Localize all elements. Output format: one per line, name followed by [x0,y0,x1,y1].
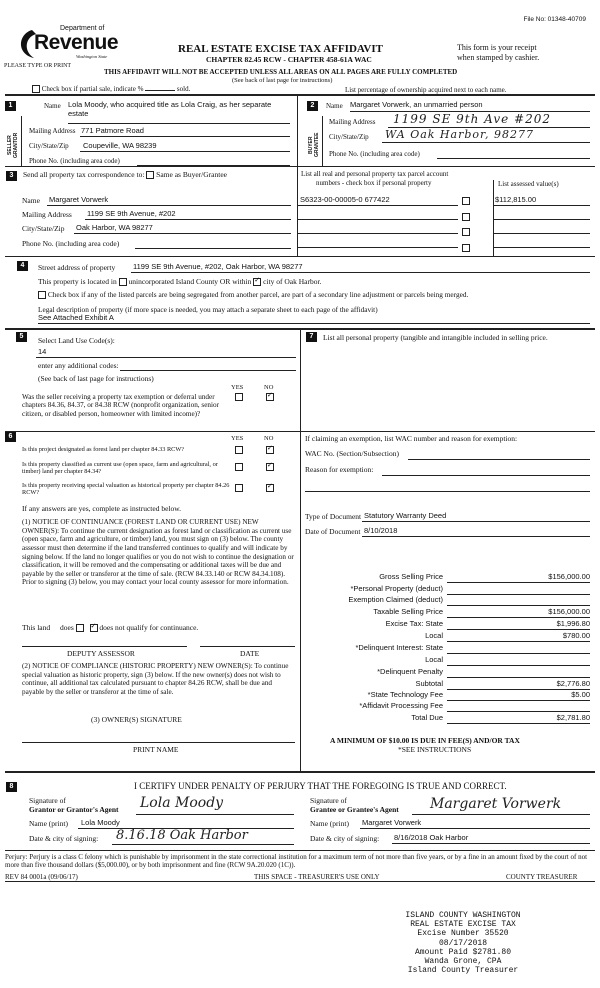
grantee-date-city: 8/16/2018 Oak Harbor [394,833,469,842]
current-use-question: Is this property classified as current use (open space, farm and agricultural, or timber) land per chapter 84.34? [22,461,218,476]
warning-text: THIS AFFIDAVIT WILL NOT BE ACCEPTED UNLESS ALL AREAS ON ALL PAGES ARE FULLY COMPLETED [104,68,458,76]
exemption-no-checkbox[interactable] [266,393,274,401]
receipt-note-1: This form is your receipt [457,43,537,52]
legal-description: See Attached Exhibit A [38,313,114,322]
taxable-value: $156,000.00 [548,607,590,616]
logo-state: Washington State [76,54,108,59]
gross-value: $156,000.00 [548,572,590,581]
located-row: This property is located in unincorporated Island County OR within ✓ city of Oak Harbor. [38,278,321,287]
tech-fee-label: *State Technology Fee [367,690,443,699]
tech-fee-value: $5.00 [571,690,590,699]
buyer-city-label: City/State/Zip [329,133,369,141]
corr-mailing-label: Mailing Address [22,210,72,219]
file-number: File No: 01348-40709 [523,16,586,23]
historic-no-checkbox[interactable] [266,484,274,492]
land-use-see-back: (See back of last page for instructions) [38,374,154,383]
stamp-line-2: REAL ESTATE EXCISE TAX [410,920,516,930]
personal-property-label: List all personal property (tangible and intangible included in selling price. [323,333,548,342]
buyer-phone-label: Phone No. (including area code) [329,150,420,158]
date-label: DATE [240,649,260,658]
grantor-print-name: Lola Moody [81,818,120,827]
grantee-signature: Margaret Vorwerk [430,796,562,812]
section-3-number: 3 [6,171,17,181]
treasurer-stamp [368,911,558,975]
please-type: PLEASE TYPE OR PRINT [4,63,72,69]
corr-city: Oak Harbor, WA 98277 [76,223,153,232]
doc-type-label: Type of Document [305,512,362,521]
forest-land-question: Is this project designated as forest land per chapter 84.33 RCW? [22,446,185,453]
deputy-assessor-label: DEPUTY ASSESSOR [67,649,135,658]
affidavit-fee-label: *Affidavit Processing Fee [359,701,443,710]
total-due-value: $2,781.80 [556,713,590,722]
grantee-name-label: Name (print) [310,819,349,828]
partial-sale-row: Check box if partial sale, indicate % sold. [32,85,190,93]
county-treasurer-label: COUNTY TREASURER [506,873,578,881]
unincorporated-checkbox[interactable] [119,278,127,286]
segregated-checkbox[interactable] [38,291,46,299]
send-correspondence-row: Send all property tax correspondence to: Same as Buyer/Grantee [23,170,227,179]
street-label: Street address of property [38,263,116,272]
see-back-note: (See back of last page for instructions) [232,77,333,84]
grantor-name-label: Name (print) [29,819,68,828]
parcel-2-checkbox[interactable] [462,213,470,221]
form-subtitle: CHAPTER 82.45 RCW - CHAPTER 458-61A WAC [206,55,372,64]
print-name-label: PRINT NAME [133,745,179,754]
grantor-agent-label: Grantor or Grantor's Agent [29,805,119,814]
section-8-number: 8 [6,782,17,792]
doc-type: Statutory Warranty Deed [364,511,447,520]
stamp-line-1: ISLAND COUNTY WASHINGTON [405,911,521,920]
delinq-state-label: *Delinquent Interest: State [355,643,443,652]
excise-local-label: Local [425,631,443,640]
seller-city-label: City/State/Zip [29,142,69,150]
seller-name-label: Name [44,102,61,110]
corr-name: Margaret Vorwerk [49,195,109,204]
within-city-checkbox[interactable] [253,278,261,286]
corr-phone-label: Phone No. (including area code) [22,239,120,248]
grantor-date-label: Date & city of signing: [29,834,99,843]
certify-statement: I CERTIFY UNDER PENALTY OF PERJURY THAT THE FOREGOING IS TRUE AND CORRECT. [134,781,507,791]
grantee-date-label: Date & city of signing: [310,834,380,843]
delinq-local-label: Local [425,655,443,664]
stamp-line-7: Island County Treasurer [407,966,519,976]
current-use-yes-checkbox[interactable] [235,463,243,471]
grantor-date-city: 8.16.18 Oak Harbor [116,828,248,843]
historic-question: Is this property receiving special valuation as historical property per chapter 84.26 RCW? [22,482,230,497]
logo-dept: Department of [60,25,105,32]
seller-city: Coupeville, WA 98239 [83,141,157,150]
buyer-side-label: BUYER GRANTEE [308,132,320,158]
current-use-no-checkbox[interactable] [266,463,274,471]
stamp-line-4: 08/17/2018 [438,938,487,948]
excise-local-value: $780.00 [562,631,590,640]
corr-mailing: 1199 SE 9th Avenue, #202 [87,209,176,218]
sec6-yes-header: YES [231,435,244,442]
minimum-due-note: A MINIMUM OF $10.00 IS DUE IN FEE(S) AND/OR TAX [330,736,520,745]
logo-name: Revenue [34,31,119,54]
land-use-label: Select Land Use Code(s): [38,336,115,345]
owner-signature-label: (3) OWNER(S) SIGNATURE [91,715,182,724]
grantor-sig-of: Signature of [29,796,66,805]
grantee-sig-of: Signature of [310,796,347,805]
assessed-header: List assessed value(s) [498,180,559,188]
seller-phone-label: Phone No. (including area code) [29,157,120,165]
notice-of-continuance: (1) NOTICE OF CONTINUANCE (FOREST LAND OR CURRENT USE) NEW OWNER(S): To continue the current designation as forest land or classification as current use (open space, farm and agriculture, or timber) land, you must sign on (3) below. The county assessor must then determine if the land transferred continues to qualify and will indicate by signing below. If the land no longer qualifies or you do not wish to continue the designation or classification, it will be removed and the compensating or additional taxes will be due and payable by the seller or transferor at the time of sale. (RCW 84.33.140 or RCW 84.34.108). Prior to signing (3) below, you may contact your local county assessor for more information. [22,518,294,587]
parcel-number: S6323-00-00005-0 677422 [300,195,390,204]
subtotal-label: Subtotal [415,679,443,688]
sec5-yes-header: YES [231,384,244,391]
excise-state-value: $1,996.80 [556,619,590,628]
does-qualify-checkbox[interactable] [76,624,84,632]
grantee-print-name: Margaret Vorwerk [362,818,422,827]
segregated-row: Check box if any of the listed parcels are being segregated from another parcel, are part of a secondary line adjustment or parcels being merged. [38,291,468,299]
buyer-name-label: Name [326,102,343,110]
delinq-penalty-label: *Delinquent Penalty [377,667,443,676]
section-6-number: 6 [5,432,16,442]
claim-exemption-label: If claiming an exemption, list WAC number and reason for exemption: [305,434,518,443]
parcel-4-checkbox[interactable] [462,244,470,252]
grantee-agent-label: Grantee or Grantee's Agent [310,805,399,814]
historic-yes-checkbox[interactable] [235,484,243,492]
forest-yes-checkbox[interactable] [235,446,243,454]
total-due-label: Total Due [411,713,443,722]
parcel-header-2: numbers - check box if personal property [316,179,432,187]
doc-date-label: Date of Document [305,527,361,536]
section-7-number: 7 [306,332,317,342]
parcel-1-checkbox[interactable] [462,197,470,205]
perjury-note: Perjury: Perjury is a class C felony which is punishable by imprisonment in the state correctional institution for a maximum term of not more than five years, or by a fine in an amount fixed by the court of not more than five thousand dollars ($5,000.00), or by both imprisonment and fine (RCW 9A.20.020 (1C)). [5,853,588,870]
personal-deduct-label: *Personal Property (deduct) [350,584,443,593]
buyer-city: WA Oak Harbor, 98277 [385,128,535,141]
assessed-value: $112,815.00 [495,195,537,204]
exemption-question: Was the seller receiving a property tax exemption or deferral under chapters 84.36, 84.37, or 84.38 RCW (nonprofit organization, senior citizen, or disabled person, homeowner with limited income)? [22,393,219,418]
excise-state-label: Excise Tax: State [385,619,443,628]
receipt-note-2: when stamped by cashier. [457,53,540,62]
buyer-name: Margaret Vorwerk, an unmarried person [350,100,483,109]
grantor-signature: Lola Moody [140,795,224,811]
seller-mailing-label: Mailing Address [29,127,76,135]
stamp-line-3: Excise Number 35520 [417,929,509,939]
partial-sale-checkbox[interactable] [32,85,40,93]
legal-description-label: Legal description of property (if more space is needed, you may attach a separate sheet to each page of the affidavit) [38,305,378,314]
corr-city-label: City/State/Zip [22,224,65,233]
qualify-row: This land does ✓ does not qualify for continuance. [22,624,198,633]
treasurer-space-note: THIS SPACE - TREASURER'S USE ONLY [254,873,380,881]
section-4-number: 4 [17,261,28,271]
additional-codes-label: enter any additional codes: [38,361,119,370]
exemption-yes-checkbox[interactable] [235,393,243,401]
notice-of-compliance: (2) NOTICE OF COMPLIANCE (HISTORIC PROPERTY) NEW OWNER(S): To continue special valuation as historic property, sign (3) below. If the new owner(s) does not wish to continue, all additional tax calculated pursuant to chapter 84.26 RCW, shall be due and payable by the seller or transferor at the time of sale. [22,662,289,696]
street-address: 1199 SE 9th Avenue, #202, Oak Harbor, WA 98277 [133,262,303,271]
taxable-label: Taxable Selling Price [373,607,443,616]
reason-label: Reason for exemption: [305,465,374,474]
subtotal-value: $2,776.80 [556,679,590,688]
ownership-pct-note: List percentage of ownership acquired next to each name. [345,86,507,94]
seller-name: Lola Moody, who acquired title as Lola Craig, as her separate estate [68,100,272,118]
section-1-number: 1 [5,101,16,111]
stamp-line-5: Amount Paid $2781.80 [414,947,511,957]
parcel-rows-checkboxes [462,197,470,252]
wac-label: WAC No. (Section/Subsection) [305,449,399,458]
corr-name-label: Name [22,196,40,205]
land-use-code: 14 [38,347,47,356]
does-not-qualify-checkbox[interactable] [90,624,98,632]
sec5-no-header: NO [264,384,274,391]
doc-date: 8/10/2018 [364,526,398,535]
section-5-number: 5 [16,332,27,342]
buyer-mailing: 1199 SE 9th Ave #202 [393,112,551,126]
seller-mailing: 771 Patmore Road [81,126,144,135]
exemption-deduct-label: Exemption Claimed (deduct) [348,595,443,604]
stamp-line-6: Wanda Grone, CPA [424,956,502,966]
see-instructions: *SEE INSTRUCTIONS [398,745,472,754]
forest-no-checkbox[interactable] [266,446,274,454]
parcel-3-checkbox[interactable] [462,228,470,236]
buyer-mailing-label: Mailing Address [329,118,376,126]
if-yes-note: If any answers are yes, complete as instructed below. [22,504,182,513]
seller-side-label: SELLER GRANTOR [7,132,19,158]
parcel-header-1: List all real and personal property tax parcel account [301,170,449,178]
same-as-buyer-checkbox[interactable] [146,171,154,179]
sec6-no-header: NO [264,435,274,442]
gross-label: Gross Selling Price [379,572,443,581]
section-2-number: 2 [307,101,318,111]
form-title: REAL ESTATE EXCISE TAX AFFIDAVIT [178,43,383,55]
revision-code: REV 84 0001a (09/06/17) [5,873,78,881]
